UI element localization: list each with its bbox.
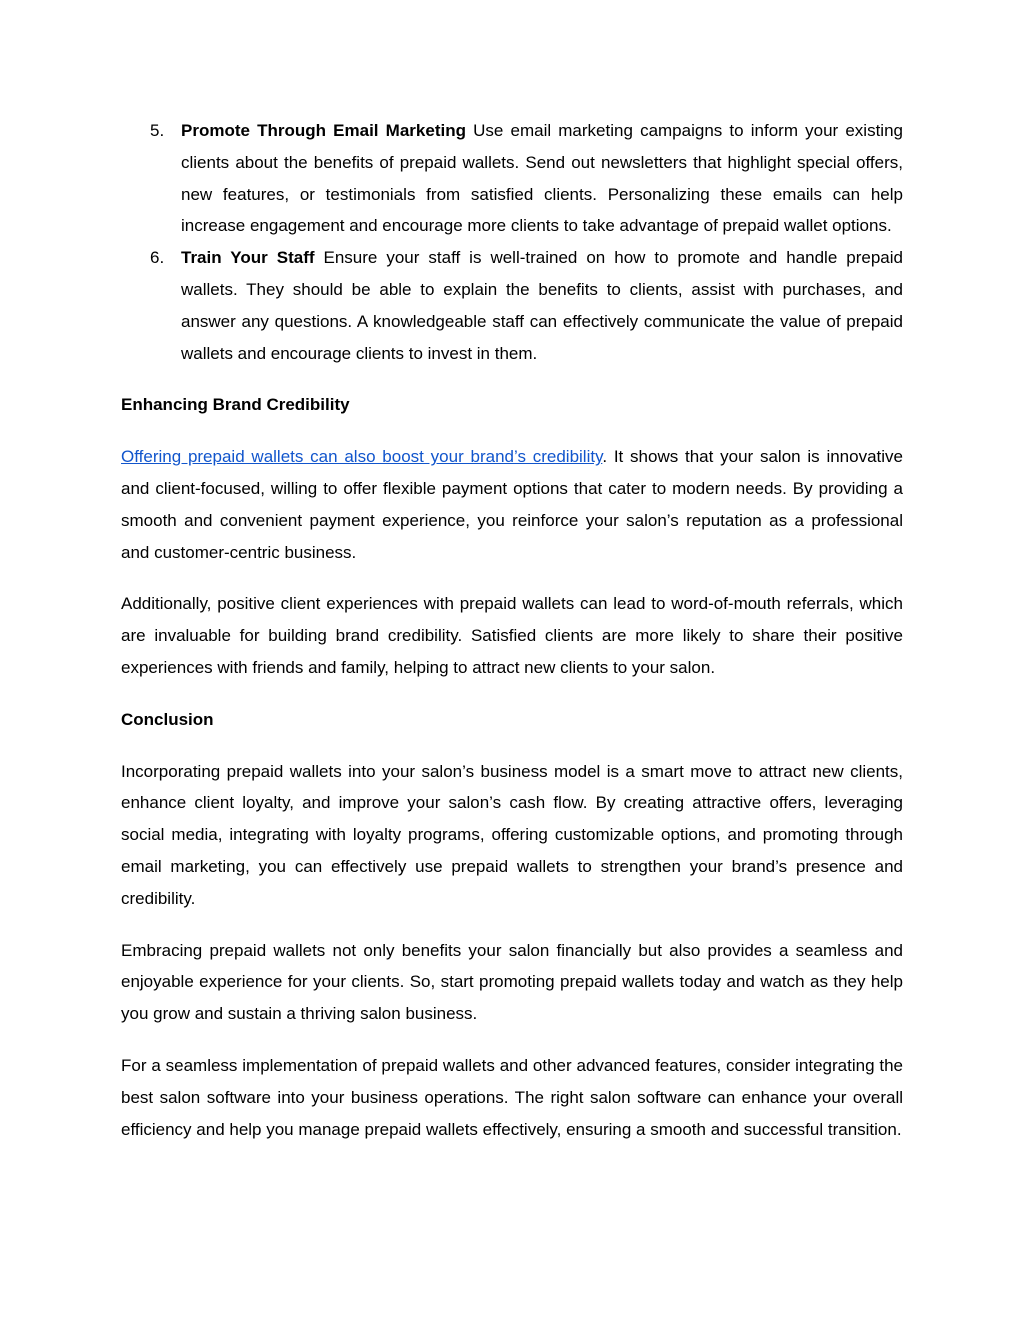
paragraph-brand-credibility-2: Additionally, positive client experiences with prepaid wallets can lead to word-of-mouth referrals, which are invaluable for building brand credibility. Satisfied clients are more likely to share their positive experiences with friends and family, helping to attract new clients to your salon. bbox=[121, 594, 903, 677]
section-heading-conclusion: Conclusion bbox=[121, 709, 214, 729]
brand-credibility-link[interactable]: Offering prepaid wallets can also boost your brand’s credibility bbox=[121, 447, 603, 467]
list-item bbox=[121, 242, 903, 369]
paragraph-conclusion-2: Embracing prepaid wallets not only benefits your salon financially but also provides a seamless and enjoyable experience for your clients. So, start promoting prepaid wallets today and watch as they help you grow and sustain a thriving salon business. bbox=[121, 940, 903, 1024]
list-item-title: Promote Through Email Marketing bbox=[181, 121, 466, 140]
paragraph-conclusion-1: Incorporating prepaid wallets into your salon’s business model is a smart move to attract new clients, enhance client loyalty, and improve your salon’s cash flow. By creating attractive offers, leveraging social media, integrating with loyalty programs, offering customizable options, and promoting through email marketing, you can effectively use prepaid wallets to strengthen your brand’s presence and credibility. bbox=[121, 761, 903, 908]
section-heading-brand-credibility: Enhancing Brand Credibility bbox=[121, 395, 350, 415]
document-page bbox=[121, 115, 903, 1145]
paragraph-brand-credibility-1 bbox=[121, 441, 903, 568]
list-item-number: 6. bbox=[150, 248, 165, 268]
list-item-number: 5. bbox=[150, 121, 165, 140]
list-item-text: Ensure your staff is well-trained on how to promote and handle prepaid wallets. They should be able to explain the benefits to clients, assist with purchases, and answer any questions. A knowledgeable staff can effectively communicate the value of prepaid wallets and encourage clients to invest in them. bbox=[181, 248, 903, 363]
list-item-title: Train Your Staff bbox=[181, 248, 315, 268]
paragraph-text: . It shows that your salon is innovative and client-focused, willing to offer flexible payment options that cater to modern needs. By providing a smooth and convenient payment experience, you reinforce your salon’s reputation as a professional and customer-centric business. bbox=[121, 447, 903, 562]
paragraph-conclusion-3: For a seamless implementation of prepaid wallets and other advanced features, consider integrating the best salon software into your business operations. The right salon software can enhance your overall efficiency and help you manage prepaid wallets effectively, ensuring a smooth and successful transition. bbox=[121, 1055, 903, 1139]
strategy-list bbox=[121, 115, 903, 369]
list-item bbox=[121, 115, 903, 242]
list-item-text: Use email marketing campaigns to inform your existing clients about the benefits of prepaid wallets. Send out newsletters that highlight special offers, new features, or testimonials from satisfied clients. Personalizing these emails can help increase engagement and encourage more clients to take advantage of prepaid wallet options. bbox=[181, 121, 903, 236]
